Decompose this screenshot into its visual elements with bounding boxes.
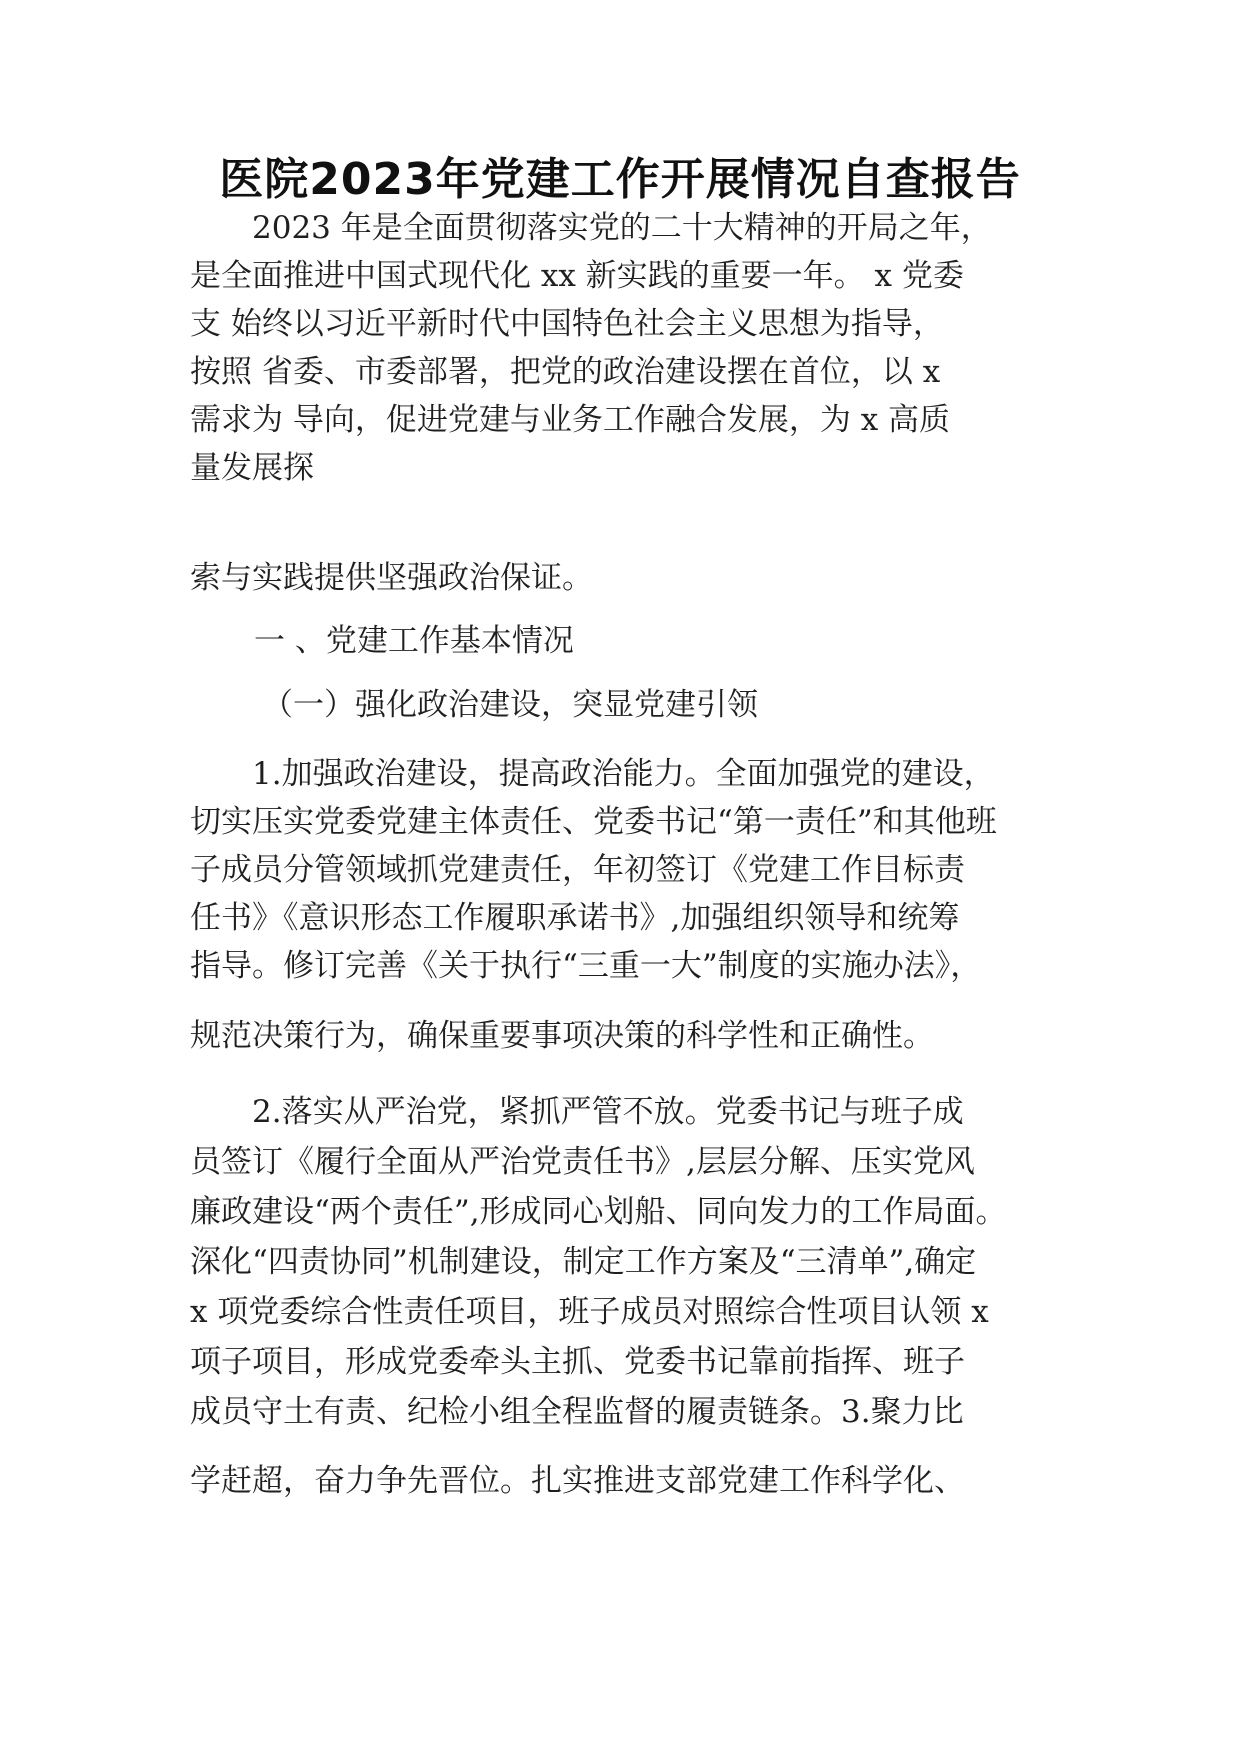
paragraph-line: 按照 省委、市委部署，把党的政治建设摆在首位，以 x bbox=[190, 354, 941, 390]
paragraph-line: 深化“四责协同”机制建设，制定工作方案及“三清单”,确定 bbox=[190, 1244, 977, 1280]
paragraph-line: 廉政建设“两个责任”,形成同心划船、同向发力的工作局面。 bbox=[190, 1194, 1007, 1230]
paragraph-line: 项子项目，形成党委牵头主抓、党委书记靠前指挥、班子 bbox=[190, 1344, 965, 1380]
paragraph-line: 子成员分管领域抓党建责任，年初签订《党建工作目标责 bbox=[190, 852, 965, 888]
paragraph-line: 索与实践提供坚强政治保证。 bbox=[190, 560, 593, 596]
paragraph-line: 需求为 导向，促进党建与业务工作融合发展，为 x 高质 bbox=[190, 402, 951, 438]
subsection-heading: （一）强化政治建设，突显党建引领 bbox=[262, 687, 758, 723]
paragraph-line: 2.落实从严治党，紧抓严管不放。党委书记与班子成 bbox=[252, 1094, 964, 1130]
paragraph-line: 是全面推进中国式现代化 xx 新实践的重要一年。 x 党委 bbox=[190, 258, 964, 294]
paragraph-line: 1.加强政治建设，提高政治能力。全面加强党的建设， bbox=[252, 756, 995, 792]
paragraph-line: 规范决策行为，确保重要事项决策的科学性和正确性。 bbox=[190, 1018, 934, 1054]
paragraph-line: x 项党委综合性责任项目，班子成员对照综合性项目认领 x bbox=[190, 1294, 989, 1330]
paragraph-line: 学赶超，奋力争先晋位。扎实推进支部党建工作科学化、 bbox=[190, 1463, 965, 1499]
paragraph-line: 切实压实党委党建主体责任、党委书记“第一责任”和其他班 bbox=[190, 804, 997, 840]
paragraph-line: 员签订《履行全面从严治党责任书》,层层分解、压实党风 bbox=[190, 1144, 975, 1180]
paragraph-line: 指导。修订完善《关于执行“三重一大”制度的实施办法》， bbox=[190, 948, 982, 984]
section-heading: 一 、党建工作基本情况 bbox=[254, 623, 574, 659]
paragraph-line: 量发展探 bbox=[190, 450, 314, 486]
paragraph-line: 2023 年是全面贯彻落实党的二十大精神的开局之年， bbox=[252, 210, 992, 246]
document-title: 医院2023年党建工作开展情况自查报告 bbox=[219, 154, 1021, 205]
paragraph-line: 支 始终以习近平新时代中国特色社会主义思想为指导， bbox=[190, 306, 944, 342]
paragraph-line: 任书》《意识形态工作履职承诺书》,加强组织领导和统筹 bbox=[190, 900, 960, 936]
paragraph-line: 成员守土有责、纪检小组全程监督的履责链条。3.聚力比 bbox=[190, 1394, 964, 1430]
